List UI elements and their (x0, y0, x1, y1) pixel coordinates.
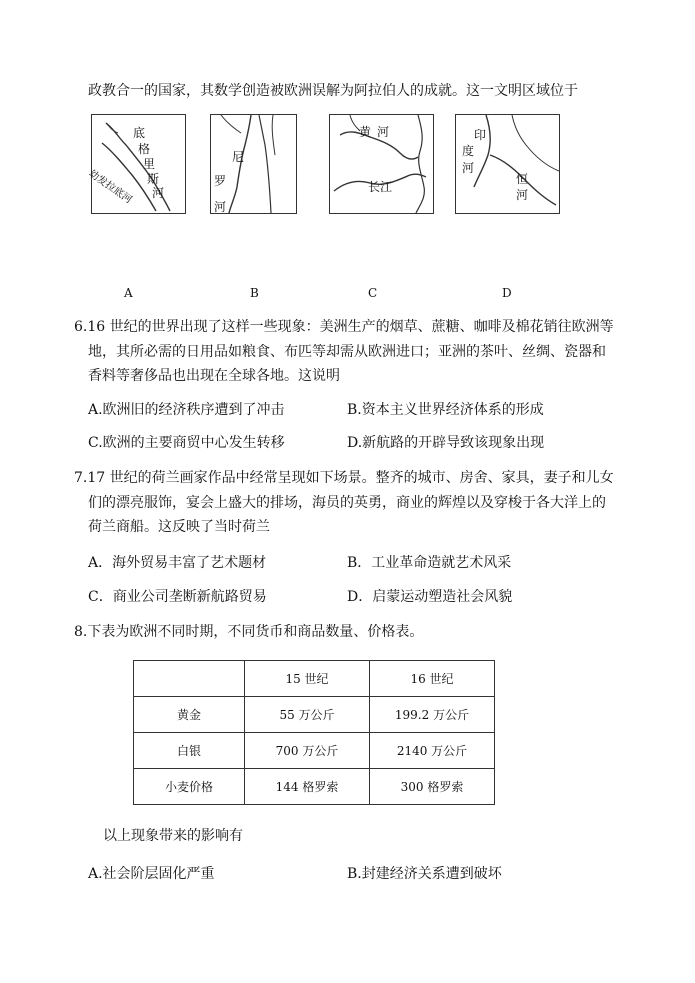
price-table (133, 660, 495, 805)
option-d-label[interactable]: D (502, 286, 512, 300)
q6-option-d[interactable]: D.新航路的开辟导致该现象出现 (347, 435, 545, 451)
map-a-label-euphrates: 幼发拉底河 (86, 168, 134, 206)
table-cell: 700 万公斤 (245, 733, 370, 769)
table-row (134, 733, 495, 769)
q8-option-a[interactable]: A.社会阶层固化严重 (88, 866, 215, 882)
table-cell: 白银 (134, 733, 245, 769)
map-d-label-2: 度 (462, 144, 475, 158)
q7-stem-line-1: 7.17 世纪的荷兰画家作品中经常呈现如下场景。整齐的城市、房舍、家具，妻子和儿女 (74, 470, 614, 486)
option-a-label[interactable]: A (124, 286, 133, 300)
table-cell: 300 格罗索 (370, 769, 495, 805)
table-header-cell: 15 世纪 (245, 661, 370, 697)
table-header-row (134, 661, 495, 697)
map-d-label-5: 河 (516, 188, 529, 202)
table-header-cell (134, 661, 245, 697)
q7-option-d[interactable]: D．启蒙运动塑造社会风貌 (347, 589, 513, 605)
q6-stem-line-3: 香料等奢侈品也出现在全球各地。这说明 (88, 368, 340, 384)
q6-stem-line-2: 地，其所必需的日用品如粮食、布匹等却需从欧洲进口；亚洲的茶叶、丝绸、瓷器和 (88, 344, 606, 360)
q7-option-b[interactable]: B．工业革命造就艺术风采 (347, 555, 512, 571)
table-cell: 55 万公斤 (245, 697, 370, 733)
map-c-label-2: 河 (377, 125, 390, 139)
map-a-label-1: 底 (133, 126, 146, 140)
q5-stem: 政教合一的国家，其数学创造被欧洲误解为阿拉伯人的成就。这一文明区域位于 (88, 83, 578, 99)
map-c-label-3: 长江 (368, 180, 393, 194)
map-b-label-3: 河 (214, 200, 227, 214)
q7-option-a[interactable]: A．海外贸易丰富了艺术题材 (88, 555, 267, 571)
q8-stem: 8.下表为欧洲不同时期，不同货币和商品数量、价格表。 (74, 624, 424, 640)
table-row (134, 769, 495, 805)
q6-stem-line-1: 6.16 世纪的世界出现了这样一些现象：美洲生产的烟草、蔗糖、咖啡及棉花销往欧洲等 (74, 319, 614, 335)
q7-option-c[interactable]: C．商业公司垄断新航路贸易 (88, 589, 267, 605)
q6-option-b[interactable]: B.资本主义世界经济体系的形成 (347, 402, 544, 418)
map-a-label-4: 斯 (147, 172, 160, 186)
q6-option-c[interactable]: C.欧洲的主要商贸中心发生转移 (88, 435, 285, 451)
map-d-label-4: 恒 (516, 172, 529, 186)
map-c-label-1: 黄 (359, 125, 372, 139)
map-a-label-3: 里 (143, 157, 156, 171)
map-d-label-1: 印 (474, 128, 487, 142)
q6-option-a[interactable]: A.欧洲旧的经济秩序遭到了冲击 (88, 402, 285, 418)
q7-stem-line-3: 荷兰商船。这反映了当时荷兰 (88, 519, 270, 535)
table-cell: 199.2 万公斤 (370, 697, 495, 733)
q7-stem-line-2: 们的漂亮服饰，宴会上盛大的排场，海员的英勇，商业的辉煌以及穿梭于各大洋上的 (88, 495, 606, 511)
map-a-label-5: 河 (152, 186, 165, 200)
table-row (134, 697, 495, 733)
q8-option-b[interactable]: B.封建经济关系遭到破坏 (347, 866, 502, 882)
q8-followup: 以上现象带来的影响有 (103, 828, 243, 844)
table-header-cell: 16 世纪 (370, 661, 495, 697)
map-a-label-2: 格 (138, 142, 151, 156)
table-cell: 小麦价格 (134, 769, 245, 805)
table-cell: 2140 万公斤 (370, 733, 495, 769)
map-b-label-2: 罗 (214, 174, 227, 188)
option-c-label[interactable]: C (368, 286, 378, 300)
map-d-label-3: 河 (462, 161, 475, 175)
table-cell: 144 格罗索 (245, 769, 370, 805)
map-b-label-1: 尼 (232, 150, 245, 164)
table-cell: 黄金 (134, 697, 245, 733)
option-b-label[interactable]: B (250, 286, 259, 300)
